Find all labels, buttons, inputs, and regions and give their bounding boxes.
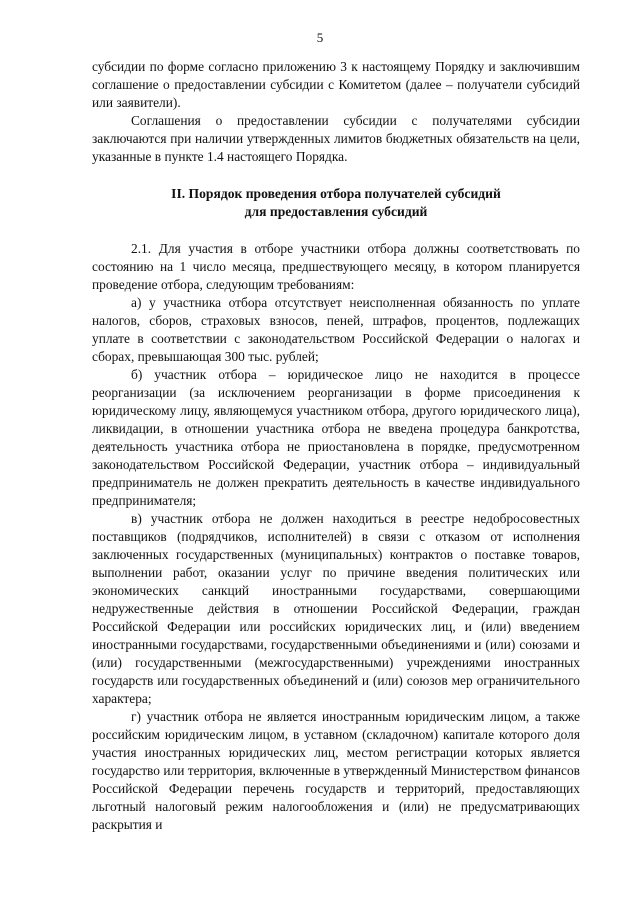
section-heading-line1: II. Порядок проведения отбора получателей субсидий (171, 186, 501, 201)
page-number: 5 (316, 30, 324, 45)
paragraph-item-a: а) у участника отбора отсутствует неисполненная обязанность по уплате налогов, сборов, страховых взносов, пеней, штрафов, процентов, подлежащих уплате в соответствии с законодательством Российской Федерации о налогах и сборах, превышающая 300 тыс. рублей; (92, 295, 580, 364)
paragraph-agreements: Соглашения о предоставлении субсидии с получателями субсидии заключаются при наличии утвержденных лимитов бюджетных обязательств на цели, указанные в пункте 1.4 настоящего Порядка. (92, 113, 580, 164)
paragraph-continuation: субсидии по форме согласно приложению 3 к настоящему Порядку и заключившим соглашение о предоставлении субсидии с Комитетом (далее – получатели субсидий или заявители). (92, 59, 580, 110)
section-heading-line2: для предоставления субсидий (244, 204, 428, 219)
paragraph-item-v: в) участник отбора не должен находиться в реестре недобросовестных поставщиков (подрядчиков, исполнителей) в связи с отказом от исполнения заключенных государственных (муниципальных) контрактов о поставке товаров, выполнении работ, оказании услуг по причине введения политических или экономических санкций иностранными государствами, совершающими недружественные действия в отношении Российской Федерации, граждан Российской Федерации или российских юридических лиц, и (или) введением иностранными государствами, государственными объединениями и (или) союзами и (или) государственными (межгосударственными) учреждениями иностранных государств или государственных объединений и (или) союзов мер ограничительного характера; (92, 511, 580, 706)
paragraph-item-b: б) участник отбора – юридическое лицо не находится в процессе реорганизации (за исключением реорганизации в форме присоединения к юридическому лицу, являющемуся участником отбора, другого юридического лица), ликвидации, в отношении участника отбора не введена процедура банкротства, деятельность участника отбора не приостановлена в порядке, предусмотренном законодательством Российской Федерации, участник отбора – индивидуальный предприниматель не должен прекратить деятельность в качестве индивидуального предпринимателя; (92, 367, 580, 508)
paragraph-2-1: 2.1. Для участия в отборе участники отбора должны соответствовать по состоянию на 1 число месяца, предшествующего месяцу, в котором планируется проведение отбора, следующим требованиям: (92, 241, 580, 292)
document-body (92, 58, 580, 834)
paragraph-item-g: г) участник отбора не является иностранным юридическим лицом, а также российским юридическим лицом, в уставном (складочном) капитале которого доля участия иностранных юридических лиц, местом регистрации которых является государство или территория, включенные в утвержденный Министерством финансов Российской Федерации перечень государств и территорий, предоставляющих льготный налоговый режим налогообложения и (или) не предусматривающих раскрытия и (92, 709, 580, 832)
section-heading (92, 185, 580, 221)
